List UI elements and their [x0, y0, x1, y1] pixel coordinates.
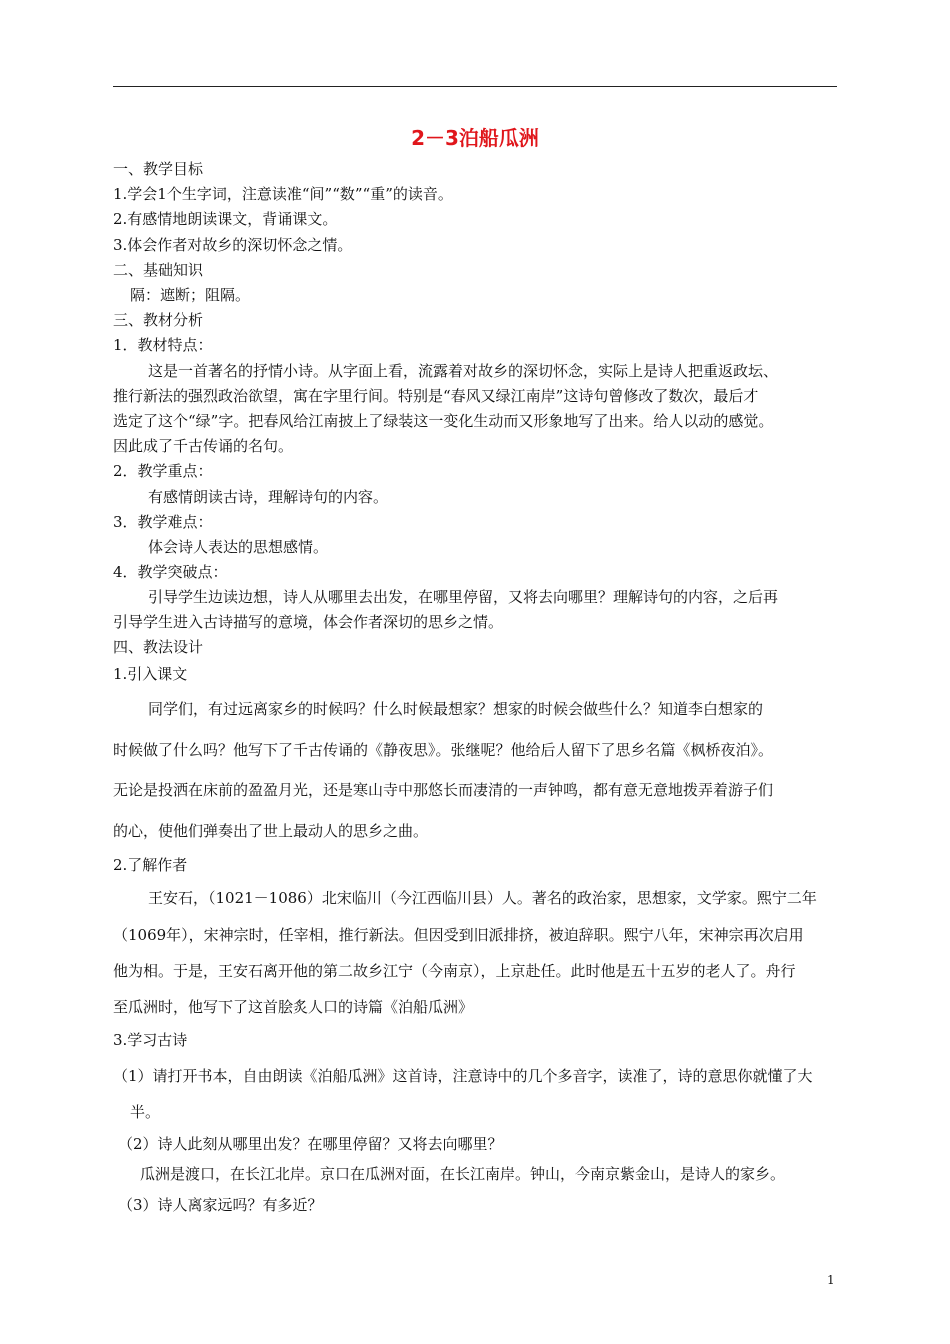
- text-line: （1）请打开书本，自由朗读《泊船瓜洲》这首诗，注意诗中的几个多音字，读准了，诗的意思你就懂了大: [113, 1067, 813, 1085]
- text-line: 引导学生边读边想，诗人从哪里去出发，在哪里停留，又将去向哪里？理解诗句的内容，之后再: [148, 588, 779, 606]
- text-line: 同学们，有过远离家乡的时候吗？什么时候最想家？想家的时候会做些什么？知道李白想家的: [148, 700, 764, 718]
- text-line: 王安石，（1021－1086）北宋临川（今江西临川县）人。著名的政治家，思想家，文学家。熙宁二年: [148, 889, 817, 907]
- text-line: 选定了这个“绿”字。把春风给江南披上了绿装这一变化生动而又形象地写了出来。给人以动的感觉。: [113, 412, 774, 430]
- subheading: 2.了解作者: [113, 856, 188, 874]
- text-line: 无论是投洒在床前的盈盈月光，还是寒山寺中那悠长而凄清的一声钟鸣，都有意无意地拨弄着游子们: [113, 781, 774, 799]
- subheading: 3.学习古诗: [113, 1031, 188, 1049]
- text-line: 2.有感情地朗读课文，背诵课文。: [113, 210, 338, 228]
- text-line: 1.学会1个生字词，注意读准“间”“数”“重”的读音。: [113, 185, 453, 203]
- text-line: 这是一首著名的抒情小诗。从字面上看，流露着对故乡的深切怀念，实际上是诗人把重返政坛、: [148, 362, 779, 380]
- text-line: 时候做了什么吗？他写下了千古传诵的《静夜思》。张继呢？他给后人留下了思乡名篇《枫桥夜泊》。: [113, 741, 774, 759]
- subheading: 4．教学突破点：: [113, 563, 228, 581]
- text-line: （3）诗人离家远吗？有多近？: [118, 1196, 323, 1214]
- text-line: （1069年），宋神宗时，任宰相，推行新法。但因受到旧派排挤，被迫辞职。熙宁八年，宋神宗再次启用: [113, 926, 804, 944]
- text-line: 因此成了千古传诵的名句。: [113, 437, 294, 455]
- subheading: 1.引入课文: [113, 665, 188, 683]
- text-line: 至瓜洲时，他写下了这首脍炙人口的诗篇《泊船瓜洲》: [113, 998, 474, 1016]
- section-heading: 三、教材分析: [113, 311, 204, 329]
- header-rule: [113, 86, 837, 87]
- page-title: 2－3泊船瓜洲: [411, 126, 539, 150]
- text-line: 推行新法的强烈政治欲望，寓在字里行间。特别是“春风又绿江南岸”这诗句曾修改了数次，最后才: [113, 387, 759, 405]
- section-heading: 二、基础知识: [113, 261, 204, 279]
- text-line: 他为相。于是，王安石离开他的第二故乡江宁（今南京），上京赴任。此时他是五十五岁的老人了。舟行: [113, 962, 796, 980]
- subheading: 1．教材特点：: [113, 336, 213, 354]
- text-line: 隔：遮断；阻隔。: [130, 286, 251, 304]
- text-line: 体会诗人表达的思想感情。: [148, 538, 329, 556]
- section-heading: 四、教法设计: [113, 638, 204, 656]
- text-line: 3.体会作者对故乡的深切怀念之情。: [113, 236, 353, 254]
- text-line: （2）诗人此刻从哪里出发？在哪里停留？又将去向哪里？: [118, 1135, 503, 1153]
- subheading: 2．教学重点：: [113, 462, 213, 480]
- page-number: 1: [827, 1273, 835, 1287]
- section-heading: 一、教学目标: [113, 160, 204, 178]
- text-line: 的心，使他们弹奏出了世上最动人的思乡之曲。: [113, 822, 429, 840]
- subheading: 3．教学难点：: [113, 513, 213, 531]
- text-line: 半。: [130, 1103, 161, 1121]
- text-line: 引导学生进入古诗描写的意境，体会作者深切的思乡之情。: [113, 613, 504, 631]
- text-line: 瓜洲是渡口，在长江北岸。京口在瓜洲对面，在长江南岸。钟山，今南京紫金山，是诗人的家乡。: [140, 1165, 786, 1183]
- text-line: 有感情朗读古诗，理解诗句的内容。: [148, 488, 389, 506]
